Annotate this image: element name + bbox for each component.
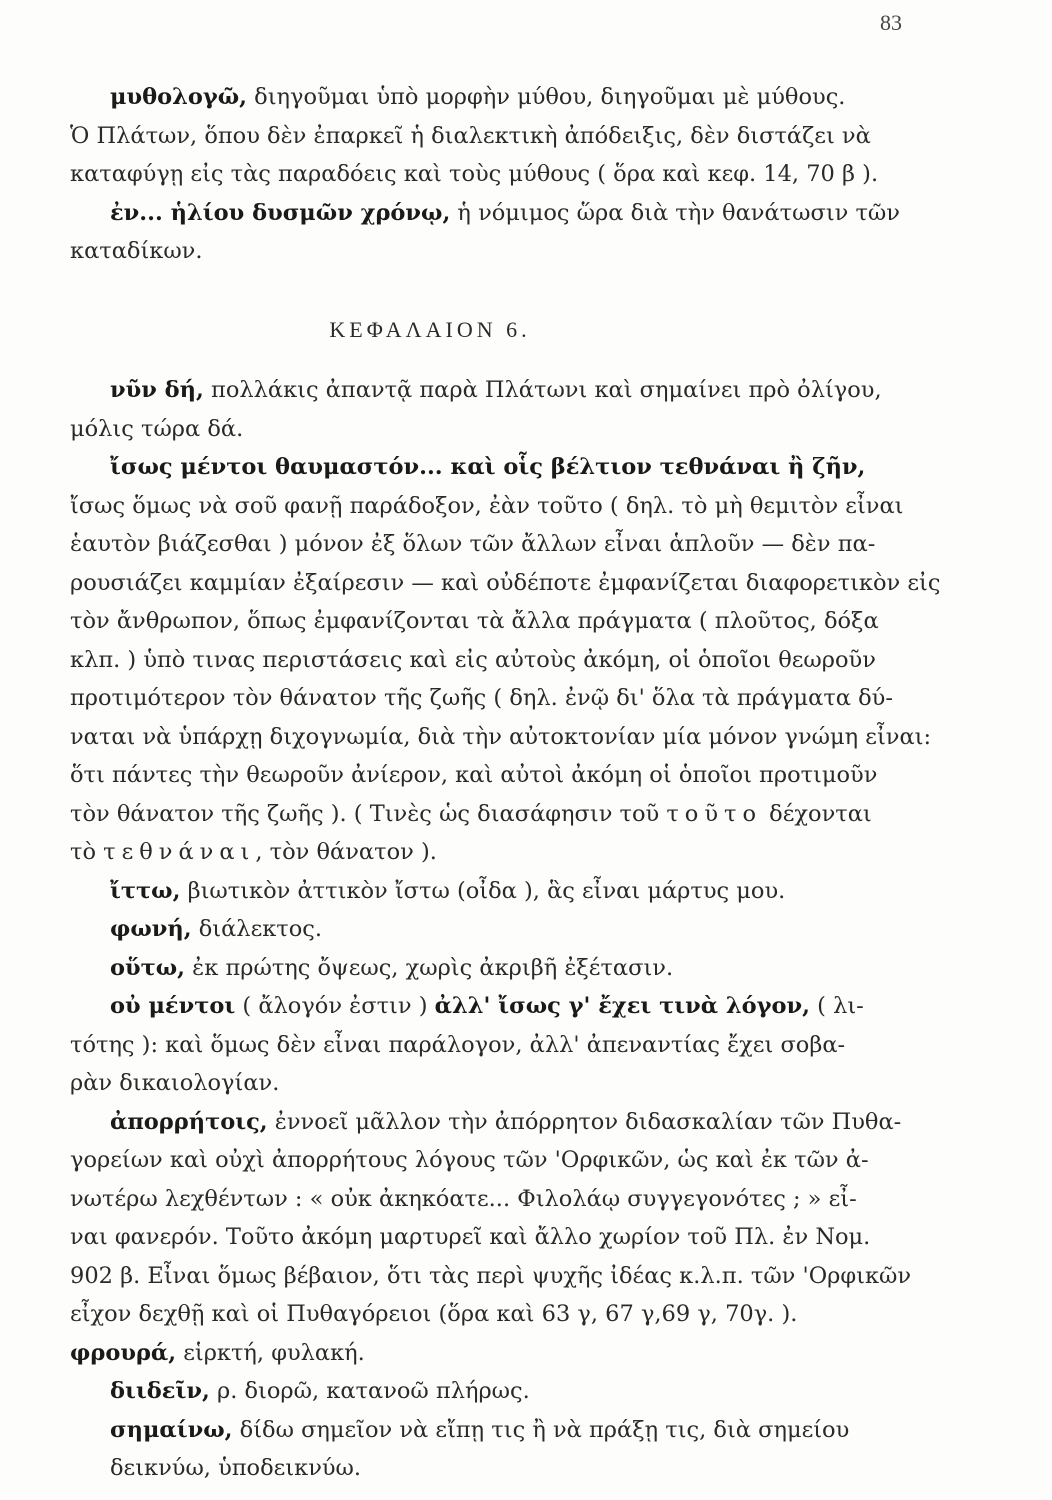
gloss-text: ρουσιάζει καμμίαν ἐξαίρεσιν — καὶ οὐδέποτε ἐμφανίζεται διαφορετικὸν εἰς <box>70 569 941 596</box>
gloss-text: ναι φανερόν. Τοῦτο ἀκόμη μαρτυρεῖ καὶ ἄλλο χωρίον τοῦ Πλ. ἐν Νομ. <box>70 1224 871 1250</box>
text-line <box>70 78 930 117</box>
gloss-text: βιωτικὸν ἀττικὸν ἴστω (οἶδα ), ἃς εἶναι μάρτυς μου. <box>180 877 786 904</box>
gloss-text: ἴσως ὅμως νὰ σοῦ φανῇ παράδοξον, ἐὰν τοῦτο ( δηλ. τὸ μὴ θεμιτὸν εἶναι <box>70 492 904 519</box>
text-line <box>70 194 930 233</box>
chapter-heading: ΚΕΦΑΛΑΙΟΝ 6. <box>329 316 531 342</box>
gloss-text: καταφύγῃ εἰς τὰς παραδόεις καὶ τοὺς μύθους ( ὅρα καὶ κεφ. 14, 70 β ). <box>70 161 879 187</box>
gloss-text: γορείων καὶ οὐχὶ ἀπορρήτους λόγους τῶν 'Ορφικῶν, ὡς καὶ ἐκ τῶν ἀ- <box>70 1147 869 1173</box>
gloss-text: Ὁ Πλάτων, ὅπου δὲν ἐπαρκεῖ ἡ διαλεκτικὴ ἀπόδειξις, δὲν διστάζει νὰ <box>70 122 871 149</box>
text-line <box>70 1334 930 1373</box>
text-line <box>70 987 930 1026</box>
gloss-text: ναται νὰ ὑπάρχῃ διχογνωμία, διὰ τὴν αὐτοκτονίαν μία μόνον γνώμη εἶναι: <box>70 723 932 750</box>
lemma: διιδεῖν, <box>110 1378 210 1404</box>
lemma: ἴσως μέντοι θαυμαστόν... καὶ οἷς βέλτιον τεθνάναι ἢ ζῆν, <box>110 454 866 480</box>
gloss-text: πολλάκις ἀπαντᾷ παρὰ Πλάτωνι καὶ σημαίνει πρὸ ὀλίγου, <box>203 377 882 403</box>
gloss-text: τοῦτο <box>666 800 763 827</box>
lemma: ἀλλ' ἴσως γ' ἔχει τινὰ λόγον, <box>434 993 810 1019</box>
text-line <box>70 1411 930 1450</box>
gloss-text: δέχονται <box>762 800 872 827</box>
gloss-text: διηγοῦμαι ὑπὸ μορφὴν μύθου, διηγοῦμαι μὲ μύθους. <box>247 84 846 110</box>
gloss-text: δεικνύω, ὑποδεικνύω. <box>110 1455 362 1481</box>
text-line <box>70 795 930 834</box>
text-line <box>70 1180 930 1219</box>
text-line <box>70 1026 930 1065</box>
lemma: οὐ μέντοι <box>110 993 236 1019</box>
gloss-text: ( ἄλογόν ἐστιν ) <box>235 993 435 1019</box>
lemma: οὕτω, <box>110 954 186 981</box>
lemma: σημαίνω, <box>110 1416 233 1443</box>
lemma: ἐν... ἡλίου δυσμῶν χρόνῳ, <box>110 199 451 226</box>
text-line <box>70 872 930 911</box>
text-line <box>70 1295 930 1334</box>
commentary-block-2 <box>70 371 941 1488</box>
text-line <box>70 641 930 680</box>
gloss-text: , τὸν θάνατον ). <box>255 839 437 865</box>
gloss-text: ἡ νόμιμος ὥρα διὰ τὴν θανάτωσιν τῶν <box>450 199 900 226</box>
lemma: ἴττω, <box>110 877 181 904</box>
lemma: νῦν δή, <box>110 377 204 403</box>
text-line <box>70 679 930 718</box>
text-line <box>70 371 930 410</box>
text-line <box>70 602 930 641</box>
gloss-text: τὸ <box>70 839 104 865</box>
gloss-text: τὸν θάνατον τῆς ζωῆς ). ( Τινὲς ὡς διασάφησιν τοῦ <box>70 800 667 827</box>
text-line <box>70 756 930 795</box>
text-line <box>70 525 930 564</box>
page-number: 83 <box>880 10 902 35</box>
gloss-text: προτιμότερον τὸν θάνατον τῆς ζωῆς ( δηλ. ἐνῷ δι' ὅλα τὰ πράγματα δύ- <box>70 685 893 711</box>
commentary-text <box>70 78 941 1488</box>
text-line <box>70 1064 930 1103</box>
gloss-text: μόλις τώρα δά. <box>70 415 244 442</box>
gloss-text: νωτέρω λεχθέντων : « οὐκ ἀκηκόατε... Φιλολάῳ συγγεγονότες ; » εἶ- <box>70 1185 857 1212</box>
text-line <box>70 1218 930 1257</box>
gloss-text: ἐκ πρώτης ὄψεως, χωρὶς ἀκριβῆ ἐξέτασιν. <box>185 954 674 981</box>
gloss-text: ( λι- <box>809 993 864 1019</box>
gloss-text: διάλεκτος. <box>191 916 323 942</box>
text-line <box>70 155 930 194</box>
gloss-text: ὅτι πάντες τὴν θεωροῦν ἀνίερον, καὶ αὐτοὶ ἀκόμη οἱ ὁποῖοι προτιμοῦν <box>70 762 878 788</box>
gloss-text: ρὰν δικαιολογίαν. <box>70 1070 280 1096</box>
gloss-text: εἶχον δεχθῇ καὶ οἱ Πυθαγόρειοι (ὅρα καὶ 63 γ, 67 γ,69 γ, 70γ. ). <box>70 1301 798 1327</box>
text-line <box>70 564 941 603</box>
text-line <box>70 1257 930 1296</box>
text-line <box>70 232 930 271</box>
text-line <box>70 117 930 156</box>
lemma: φρουρά, <box>70 1339 177 1366</box>
text-line <box>70 1372 930 1411</box>
gloss-text: καταδίκων. <box>70 238 203 264</box>
text-line <box>70 1449 930 1488</box>
gloss-text: 902 β. Εἶναι ὅμως βέβαιον, ὅτι τὰς περὶ ψυχῆς ἰδέας κ.λ.π. τῶν 'Ορφικῶν <box>70 1262 912 1289</box>
gloss-text: δίδω σημεῖον νὰ εἴπῃ τις ἢ νὰ πράξῃ τις, διὰ σημείου <box>232 1416 850 1443</box>
gloss-text: τεθνάναι <box>103 839 256 865</box>
gloss-text: τὸν ἄνθρωπον, ὅπως ἐμφανίζονται τὰ ἄλλα πράγματα ( πλοῦτος, δόξα <box>70 608 879 634</box>
text-line <box>70 1141 930 1180</box>
gloss-text: τότης ): καὶ ὅμως δὲν εἶναι παράλογον, ἀλλ' ἀπεναντίας ἔχει σοβα- <box>70 1031 846 1058</box>
lemma: ἀπορρήτοις, <box>110 1108 268 1135</box>
text-line <box>70 949 930 988</box>
text-line <box>70 718 930 757</box>
text-line <box>70 487 930 526</box>
gloss-text: ἐννοεῖ μᾶλλον τὴν ἀπόρρητον διδασκαλίαν τῶν Πυθα- <box>267 1108 902 1135</box>
commentary-block-1 <box>70 78 930 271</box>
gloss-text: εἱρκτή, φυλακή. <box>176 1339 365 1366</box>
lemma: μυθολογῶ, <box>110 84 247 110</box>
text-line <box>70 1103 930 1142</box>
gloss-text: ἑαυτὸν βιάζεσθαι ) μόνον ἐξ ὅλων τῶν ἄλλων εἶναι ἁπλοῦν — δὲν πα- <box>70 531 876 557</box>
text-line <box>70 910 930 949</box>
lemma: φωνή, <box>110 916 192 942</box>
text-line <box>70 833 930 872</box>
gloss-text: κλπ. ) ὑπὸ τινας περιστάσεις καὶ εἰς αὐτοὺς ἀκόμη, οἱ ὁποῖοι θεωροῦν <box>70 646 876 673</box>
text-line <box>70 448 930 487</box>
gloss-text: ρ. διορῶ, κατανοῶ πλήρως. <box>209 1378 530 1404</box>
text-line <box>70 410 930 449</box>
